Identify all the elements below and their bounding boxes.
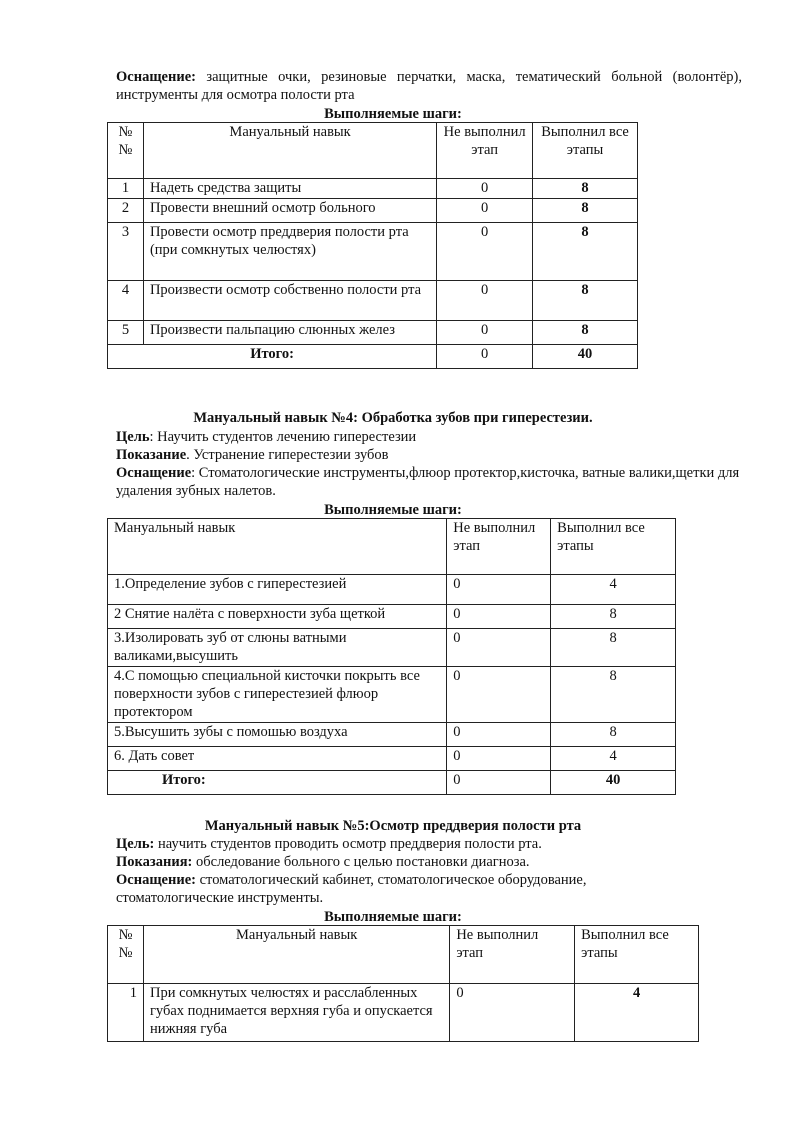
row-skill: Провести осмотр преддверия полости рта (при сомкнутых челюстях) <box>143 223 436 281</box>
row-done: 8 <box>533 199 638 223</box>
table-row <box>108 223 638 281</box>
row-not-done: 0 <box>437 321 533 345</box>
equipment-text: защитные очки, резиновые перчатки, маска, тематический больной (волонтёр), инструменты для осмотра полости рта <box>116 69 742 103</box>
row-not-done: 0 <box>447 747 551 771</box>
row-done: 8 <box>533 179 638 199</box>
header-number: № № <box>108 123 144 179</box>
row-skill: 4.С помощью специальной кисточки покрыть все поверхности зубов с гиперестезией флюор протектором <box>108 667 447 723</box>
goal-label: Цель: <box>116 836 155 852</box>
header-number: № № <box>108 926 144 984</box>
row-skill: Произвести пальпацию слюнных желез <box>143 321 436 345</box>
row-skill: 1.Определение зубов с гиперестезией <box>108 575 447 605</box>
skills-table-3 <box>107 925 699 1042</box>
row-done: 4 <box>575 984 699 1042</box>
row-skill: 2 Снятие налёта с поверхности зуба щеткой <box>108 605 447 629</box>
total-label: Итого: <box>108 345 437 369</box>
goal-label: Цель <box>116 429 150 445</box>
header-skill: Мануальный навык <box>108 519 447 575</box>
section5-goal <box>116 835 742 853</box>
row-done: 8 <box>551 723 676 747</box>
row-skill: 6. Дать совет <box>108 747 447 771</box>
table-row <box>108 179 638 199</box>
equipment-label: Оснащение <box>116 465 192 481</box>
equipment-label: Оснащение: <box>116 872 196 888</box>
header-not-done: Не выполнил этап <box>437 123 533 179</box>
row-not-done: 0 <box>437 223 533 281</box>
row-skill: 5.Высушить зубы с помошью воздуха <box>108 723 447 747</box>
row-skill: 3.Изолировать зуб от слюны ватными валиками,высушить <box>108 629 447 667</box>
equipment-text: : Стоматологические инструменты,флюор протектор,кисточка, ватные валики,щетки для удаления зубных налетов. <box>116 465 740 499</box>
table-row <box>108 605 676 629</box>
table-row <box>108 281 638 321</box>
table-row <box>108 747 676 771</box>
row-not-done: 0 <box>447 629 551 667</box>
table-row <box>108 667 676 723</box>
indication-text: . Устранение гиперестезии зубов <box>186 447 389 463</box>
row-done: 8 <box>551 667 676 723</box>
skills-table-2 <box>107 518 676 795</box>
row-number: 1 <box>108 179 144 199</box>
row-skill: Произвести осмотр собственно полости рта <box>143 281 436 321</box>
row-number: 4 <box>108 281 144 321</box>
steps-title-2: Выполняемые шаги: <box>324 502 462 518</box>
row-not-done: 0 <box>437 179 533 199</box>
indication-label: Показания: <box>116 854 193 870</box>
section5-equipment <box>116 871 656 907</box>
table-row <box>108 984 699 1042</box>
row-skill: Надеть средства защиты <box>143 179 436 199</box>
row-not-done: 0 <box>437 281 533 321</box>
table-row <box>108 629 676 667</box>
row-not-done: 0 <box>450 984 575 1042</box>
goal-text: научить студентов проводить осмотр преддверия полости рта. <box>154 836 542 852</box>
row-number: 3 <box>108 223 144 281</box>
row-done: 4 <box>551 575 676 605</box>
skills-table-1 <box>107 122 638 369</box>
row-not-done: 0 <box>447 575 551 605</box>
section4-indication <box>116 446 742 464</box>
steps-title-3: Выполняемые шаги: <box>324 909 462 925</box>
total-row <box>108 345 638 369</box>
total-done: 40 <box>533 345 638 369</box>
section4-title: Мануальный навык №4: Обработка зубов при гиперестезии. <box>193 410 593 426</box>
row-number: 5 <box>108 321 144 345</box>
row-done: 8 <box>533 281 638 321</box>
header-skill: Мануальный навык <box>143 926 449 984</box>
equipment-text: стоматологический кабинет, стоматологическое оборудование, стоматологические инструменты. <box>116 872 587 906</box>
section5-title: Мануальный навык №5:Осмотр преддверия полости рта <box>204 818 582 834</box>
row-not-done: 0 <box>437 199 533 223</box>
row-skill: Провести внешний осмотр больного <box>143 199 436 223</box>
header-done: Выполнил все этапы <box>575 926 699 984</box>
table-row <box>108 723 676 747</box>
total-not-done: 0 <box>437 345 533 369</box>
indication-label: Показание <box>116 447 187 463</box>
row-done: 8 <box>533 223 638 281</box>
row-not-done: 0 <box>447 723 551 747</box>
row-not-done: 0 <box>447 605 551 629</box>
goal-text: : Научить студентов лечению гиперестезии <box>149 429 417 445</box>
total-label: Итого: <box>108 771 447 795</box>
row-done: 8 <box>551 629 676 667</box>
equipment-paragraph <box>116 68 742 104</box>
header-not-done: Не выполнил этап <box>447 519 551 575</box>
header-skill: Мануальный навык <box>143 123 436 179</box>
row-skill: При сомкнутых челюстях и расслабленных губах поднимается верхняя губа и опускается нижняя губа <box>143 984 449 1042</box>
total-row <box>108 771 676 795</box>
header-done: Выполнил все этапы <box>533 123 638 179</box>
table-row <box>108 575 676 605</box>
indication-text: обследование больного с целью постановки диагноза. <box>192 854 530 870</box>
row-done: 8 <box>533 321 638 345</box>
equipment-label: Оснащение: <box>116 69 196 85</box>
section4-goal <box>116 428 742 446</box>
table-row <box>108 321 638 345</box>
total-not-done: 0 <box>447 771 551 795</box>
row-done: 8 <box>551 605 676 629</box>
steps-title-1: Выполняемые шаги: <box>324 106 462 122</box>
total-done: 40 <box>551 771 676 795</box>
row-number: 1 <box>108 984 144 1042</box>
table-row <box>108 199 638 223</box>
section5-indication <box>116 853 742 871</box>
row-done: 4 <box>551 747 676 771</box>
row-not-done: 0 <box>447 667 551 723</box>
row-number: 2 <box>108 199 144 223</box>
section4-equipment <box>116 464 742 500</box>
header-done: Выполнил все этапы <box>551 519 676 575</box>
header-not-done: Не выполнил этап <box>450 926 575 984</box>
